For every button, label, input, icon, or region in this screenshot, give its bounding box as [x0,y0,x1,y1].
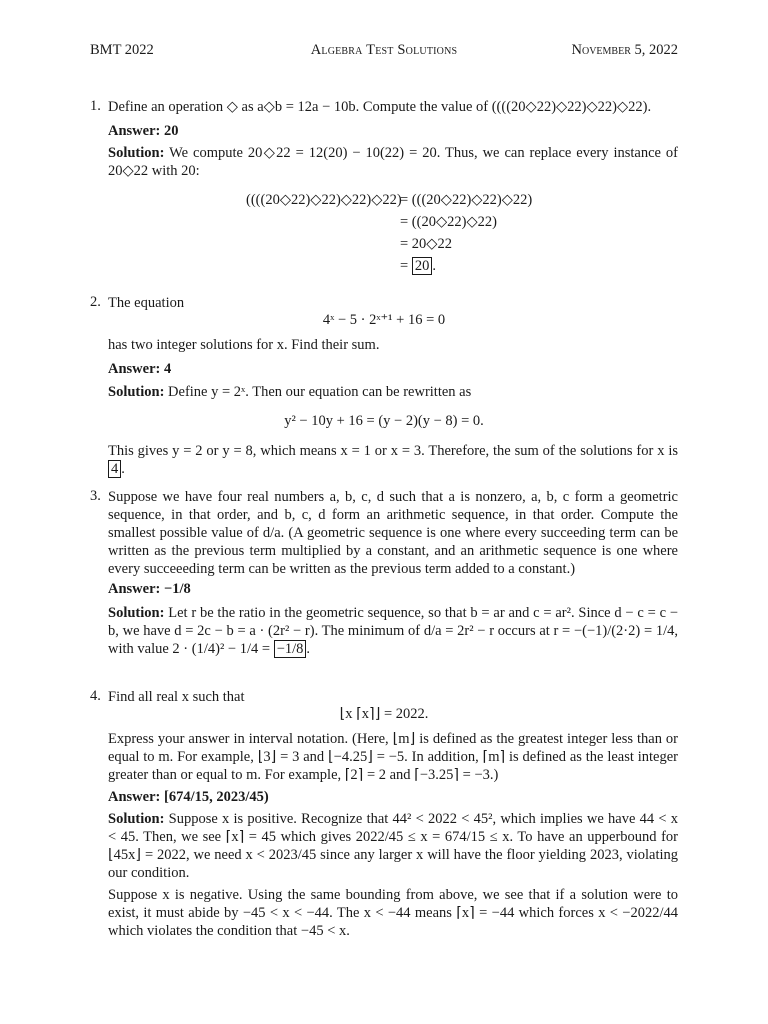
problem-3-number: 3. [90,488,101,504]
problem-2-display: y² − 10y + 16 = (y − 2)(y − 8) = 0. [284,413,484,429]
problem-2-number: 2. [90,294,101,310]
header-date: November 5, 2022 [571,42,678,58]
answer-value: [674/15, 2023/45) [163,789,269,805]
answer-label: Answer: [108,581,161,597]
problem-1-solution [108,144,678,180]
header-left: BMT 2022 [90,42,154,58]
problem-3-solution: Solution: Let r be the ratio in the geometric sequence, so that b = ar and c = ar². Since d − c = c − b, we have d = 2c − b = a · (2r² − r). The minimum of d/a = 2r² − r occurs at r = −(−1)/(2·2) = 1/4, with value 2 · (1/4)² − 1/4 = −1/8 . [108,605,678,657]
problem-2-statement-pre: The equation [108,295,185,311]
header-title: Algebra Test Solutions [310,42,458,58]
problem-4-solution-2: Suppose x is negative. Using the same bounding from above, we see that if a solution were to exist, it must abide by −45 < x < −44. The x < −44 means ⌈x⌉ = −44 which forces x < −2022/44 which violates the condition that −45 < x. [108,887,678,939]
problem-4-equation: ⌊x ⌈x⌉⌋ = 2022. [339,706,429,722]
solution-text: We compute 20◇22 = 12(20) − 10(22) = 20. Thus, we can replace every instance of 20◇22 with 20: [108,145,678,179]
answer-value: 20 [163,123,179,139]
boxed-answer: −1/8 [274,640,307,658]
answer-value: −1/8 [163,581,191,597]
solution-label: Solution: [108,145,165,161]
solution-text: Define y = 2ˣ. Then our equation can be rewritten as [168,384,472,400]
problem-4-solution [108,810,678,882]
solution-label: Solution: [108,384,165,400]
problem-1-display-line-3: = 20◇22 [400,236,452,252]
problem-4-answer [108,788,678,806]
problem-1-statement: Define an operation ◇ as a◇b = 12a − 10b. Compute the value of ((((20◇22)◇22)◇22)◇22). [108,99,652,115]
answer-label: Answer: [108,789,161,805]
problem-1-display-line-4: = 20 . [400,258,436,274]
problem-2-solution [108,383,678,401]
running-header [90,42,678,62]
problem-1-display-line-1: = (((20◇22)◇22)◇22) [400,192,533,208]
problem-3-statement: Suppose we have four real numbers a, b, c, d such that a is nonzero, a, b, c form a geometric sequence, in that order, and b, c, d form an arithmetic sequence, in that order. Compute the smallest possible value of d/a. (A geometric sequence is one where every succeeding term can be written as the previous term multiplied by a constant, and an arithmetic sequence is one where every succeeeding term can be written as the previous term added to a constant.) [108,489,678,577]
answer-label: Answer: [108,123,161,139]
problem-2-equation: 4ˣ − 5 · 2ˣ⁺¹ + 16 = 0 [322,312,446,328]
answer-value: 4 [163,361,172,377]
problem-4-number: 4. [90,688,101,704]
problem-2-solution-end: This gives y = 2 or y = 8, which means x = 1 or x = 3. Therefore, the sum of the solutions for x is 4 . [108,443,678,477]
boxed-answer: 20 [412,257,433,275]
problem-3-answer [108,580,678,598]
problem-1-display-line-2: = ((20◇22)◇22) [400,214,497,230]
solution-label: Solution: [108,811,165,827]
problem-2-statement-post: has two integer solutions for x. Find their sum. [108,337,380,353]
boxed-answer: 4 [108,460,121,478]
problem-1-answer [108,122,678,140]
problem-1-display-lhs: ((((20◇22)◇22)◇22)◇22) [246,192,402,208]
problem-4-statement-post: Express your answer in interval notation. (Here, ⌊m⌋ is defined as the greatest integer less than or equal to m. For example, ⌊3⌋ = 3 and ⌊−4.25⌋ = −5. In addition, ⌈m⌉ is defined as the least integer greater than or equal to m. For example, ⌈2⌉ = 2 and ⌈−3.25⌉ = −3.) [108,731,678,783]
problem-1-number: 1. [90,98,101,114]
problem-2-answer [108,360,678,378]
solution-text: Suppose x is positive. Recognize that 44² < 2022 < 45², which implies we have 44 < x < 45. Then, we see ⌈x⌉ = 45 which gives 2022/45 ≤ x = 674/15 ≤ x. To have an upperbound for ⌊45x⌋ = 2022, we need x < 2023/45 since any larger x will have the floor yielding 2023, violating our condition. [108,811,678,881]
problem-4-statement-pre: Find all real x such that [108,689,245,705]
solution-label: Solution: [108,605,165,621]
solution-text: Let r be the ratio in the geometric sequence, so that b = ar and c = ar². Since d − c = c − b, we have d = 2c − b = a · (2r² − r). The minimum of d/a = 2r² − r occurs at r = −(−1)/(2·2) = 1/4, with value 2 · (1/4)² − 1/4 = [108,605,678,657]
answer-label: Answer: [108,361,161,377]
